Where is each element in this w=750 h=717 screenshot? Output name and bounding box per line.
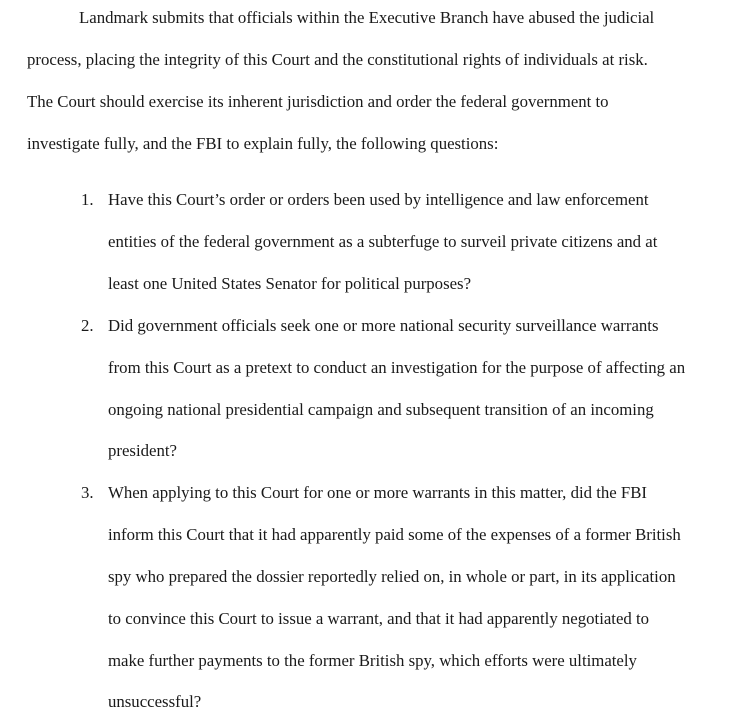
question-line: least one United States Senator for political purposes? <box>108 274 472 293</box>
intro-line: Landmark submits that officials within the Executive Branch have abused the judicial <box>79 8 655 27</box>
question-line: spy who prepared the dossier reportedly relied on, in whole or part, in its application <box>108 567 676 586</box>
question-number: 3. <box>81 483 94 502</box>
question-number: 2. <box>81 316 94 335</box>
question-line: unsuccessful? <box>108 692 202 711</box>
question-line: inform this Court that it had apparently paid some of the expenses of a former British <box>108 525 681 544</box>
intro-line: process, placing the integrity of this Court and the constitutional rights of individuals at risk. <box>27 50 648 69</box>
intro-line: The Court should exercise its inherent jurisdiction and order the federal government to <box>27 92 609 111</box>
question-line: Have this Court’s order or orders been used by intelligence and law enforcement <box>108 190 649 209</box>
question-line: from this Court as a pretext to conduct an investigation for the purpose of affecting an <box>108 358 686 377</box>
intro-line: investigate fully, and the FBI to explain fully, the following questions: <box>27 134 499 153</box>
question-line: make further payments to the former British spy, which efforts were ultimately <box>108 651 637 670</box>
question-number: 1. <box>81 190 94 209</box>
question-line: Did government officials seek one or more national security surveillance warrants <box>108 316 659 335</box>
question-line: president? <box>108 441 177 460</box>
question-line: entities of the federal government as a subterfuge to surveil private citizens and at <box>108 232 658 251</box>
question-line: ongoing national presidential campaign and subsequent transition of an incoming <box>108 400 654 419</box>
question-line: When applying to this Court for one or more warrants in this matter, did the FBI <box>108 483 648 502</box>
question-line: to convince this Court to issue a warrant, and that it had apparently negotiated to <box>108 609 650 628</box>
